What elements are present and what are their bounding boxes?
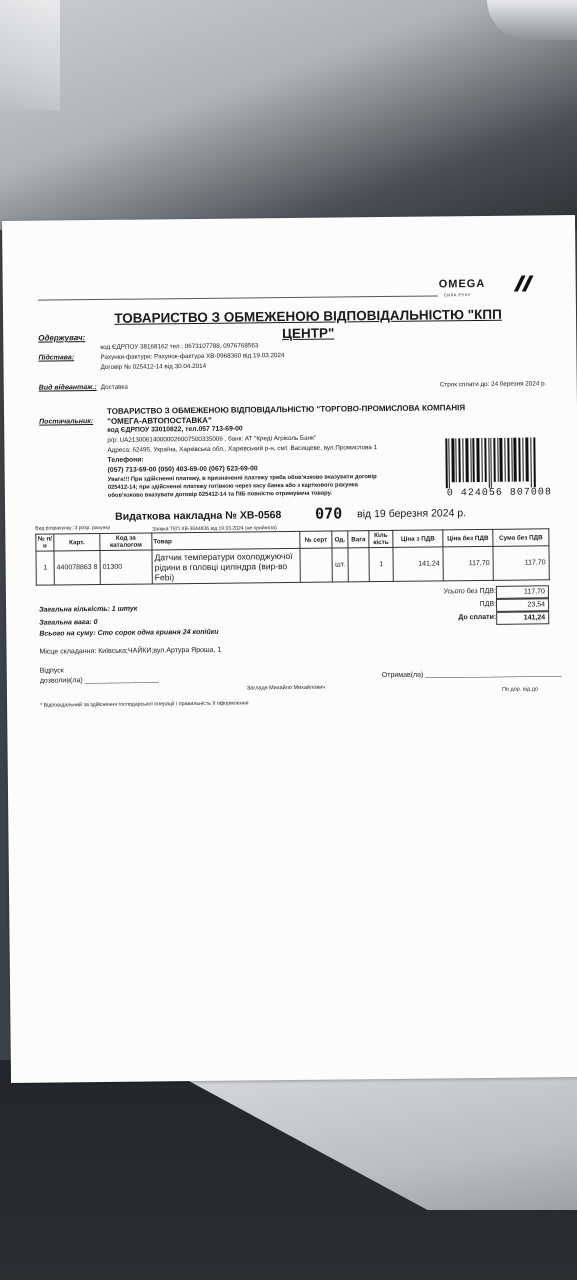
supplier-phones: (057) 713-69-00 (050) 403-69-00 (067) 623-69-00 — [107, 465, 258, 474]
total-novat-value: 117,70 — [496, 585, 549, 599]
buyer-label: Одержувач: — [38, 333, 86, 343]
header-rule — [38, 295, 438, 300]
header-price-novat: Ціна без ПДВ — [443, 529, 493, 547]
total-vat-value: 23,54 — [496, 598, 549, 612]
supplier-name2: "ОМЕГА-АВТОПОСТАВКА" — [107, 415, 212, 426]
supplier-code: код ЄДРПОУ 33010822, тел.057 713-69-00 — [107, 425, 243, 434]
handwritten-number: 070 — [315, 504, 343, 523]
row-price-novat: 117,70 — [443, 546, 493, 581]
basis-line1: Рахунки-фактури: Рахунок-фактура ХВ-0968360 від 19.03.2024 — [100, 352, 285, 361]
brand-logo: OMEGA — [438, 277, 486, 291]
header-certificate: № серт — [300, 531, 332, 548]
supplier-note2: 025412-14; при здійсненні платежу готівкою через касу банка або з карткового рахунка — [107, 482, 358, 491]
supplier-account: р/р: UA213006140000026007500335006 , банк: АТ "Креді Агріколь Банк" — [107, 434, 317, 444]
buyer-line: код ЄДРПОУ 38168162 тел.: 0673107788, 0976768563 — [100, 342, 259, 351]
row-card: 440078863 8 — [54, 550, 100, 584]
supplier-name1: ТОВАРИСТВО З ОБМЕЖЕНОЮ ВІДПОВІДАЛЬНІСТЮ "ТОРГОВО-ПРОМИСЛОВА КОМПАНІЯ — [106, 403, 466, 416]
total-pay-label: До сплати: — [458, 613, 497, 622]
row-price-vat: 141,24 — [393, 547, 443, 582]
issued-signature-line: дозволив(ла) ___________________ — [39, 676, 159, 685]
table-row — [36, 546, 549, 585]
issuer-name: Загладя Михайло Михайлович — [246, 684, 326, 692]
row-sum-novat: 117,70 — [493, 546, 549, 581]
row-weight — [348, 548, 369, 582]
payment-type: Вид розрахунку: З розр. рахунку — [35, 524, 111, 532]
place-of-compilation: Місце складання: Київська;ЧАЙКИ;вул.Артура Ярошa, 1 — [39, 646, 222, 656]
row-number: 1 — [36, 551, 54, 585]
doc-title: Видаткова накладна № ХВ-0568 — [115, 509, 282, 523]
payment-term: Строк сплати до: 24 березня 2024 р. — [439, 380, 547, 389]
row-quantity: 1 — [369, 547, 393, 581]
background-desk-top — [0, 0, 577, 230]
request-note: Заявка ТЕП ХВ-3044836 від 19.03.2024 (не прийнята) — [152, 525, 277, 533]
row-catalog-code: 01300 — [100, 550, 152, 585]
shipment-value: Доставка — [100, 383, 128, 391]
invoice-paper — [2, 215, 577, 1083]
row-unit: шт. — [332, 548, 348, 582]
seller-title: ТОВАРИСТВО З ОБМЕЖЕНОЮ ВІДПОВІДАЛЬНІСТЮ "КПП ЦЕНТР" — [114, 306, 502, 342]
header-number: № п/н — [37, 535, 53, 550]
supplier-address: Адреса: 62495, Україна, Харківська обл., Харківський р-н, смт. Васищеве, вул.Промислова 1 — [107, 444, 378, 454]
brand-slogan: СИЛА РУХУ — [443, 292, 471, 298]
header-price-vat: Ціна з ПДВ — [393, 530, 443, 548]
header-unit: Од. — [332, 531, 348, 548]
issued-label: Відпуск — [39, 667, 64, 675]
supplier-note3: обов'язково вказувати договір 025412-14 та ПІБ повністю отримувача товару. — [107, 490, 332, 499]
header-product: Товар — [152, 531, 300, 550]
barcode-image — [444, 437, 537, 488]
summary-weight: Загальна вага: 0 — [39, 619, 98, 627]
barcode-number: 0 424056 807008 — [446, 487, 552, 500]
shipment-label: Вид відвантаж.: — [38, 384, 97, 392]
supplier-note1: Увага!!! При здійсненні платежу, в призначенні платежу треба обов'язково вказувати договір — [107, 474, 377, 483]
header-weight: Вага — [348, 531, 369, 548]
row-certificate — [300, 548, 332, 582]
background-corner — [0, 0, 60, 110]
total-vat-label: ПДВ: — [479, 600, 497, 609]
doc-date: від 19 березня 2024 р. — [357, 507, 467, 521]
basis-line2: Договір № 025412-14 від 30.04.2014 — [100, 362, 207, 371]
summary-count: Загальна кількість: 1 штук — [39, 605, 138, 614]
footnote: * Відповідальний за здійснення господарської операції і правильність її оформлення — [40, 700, 249, 709]
received-signature-line: Отримав(ла) ___________________________________ — [381, 670, 562, 680]
items-table — [35, 528, 550, 585]
header-card: Карт. — [54, 533, 100, 550]
header-sum-novat: Сума без ПДВ — [493, 529, 549, 547]
total-pay-value: 141,24 — [496, 611, 549, 625]
proxy-line: По дор. від до — [501, 686, 539, 693]
supplier-label: Постачальник: — [39, 418, 94, 426]
supplier-phones-label: Телефони: — [107, 456, 144, 464]
total-novat-label: Усього без ПДВ: — [443, 587, 496, 596]
row-product-name: Датчик температури охолоджуючої рідини в головці циліндра (вир-во Febi) — [152, 548, 300, 584]
summary-words: Всього на суму: Сто сорок одна гривня 24 копійки — [39, 628, 219, 638]
header-catalog-code: Код за каталогом — [100, 533, 152, 551]
header-quantity: Кіль кість — [369, 530, 393, 547]
logo-stripes-icon — [508, 275, 534, 291]
basis-label: Підстава: — [38, 354, 75, 362]
